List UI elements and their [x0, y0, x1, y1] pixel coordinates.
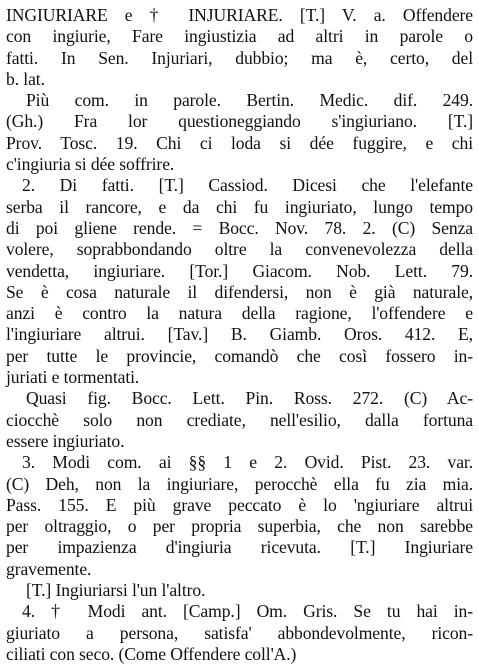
entry-line: giuriato a persona, satisfa' abbondevolmente, ricon-	[6, 622, 473, 643]
entry-line: Se è cosa naturale il difendersi, non è già naturale,	[6, 281, 473, 302]
entry-line: vendetta, ingiuriare. [Tor.] Giacom. Nob. Lett. 79.	[6, 260, 473, 281]
entry-line: anzi è contro la natura della ragione, l'offendere e	[6, 303, 473, 324]
entry-line: c'ingiuria si dée soffrire.	[6, 154, 175, 175]
entry-line: 3. Modi com. ai §§ 1 e 2. Ovid. Pist. 23. var.	[22, 452, 473, 473]
entry-line: ciliati con seco. (Come Offendere coll'A.)	[6, 643, 297, 664]
entry-line: l'ingiuriare altrui. [Tav.] B. Giamb. Oros. 412. E,	[6, 324, 473, 345]
entry-line: essere ingiuriato.	[6, 430, 125, 451]
entry-line: serba il rancore, e da chi fu ingiuriato, lungo tempo	[6, 196, 473, 217]
entry-line: 4. † Modi ant. [Camp.] Om. Gris. Se tu hai in-	[22, 601, 473, 622]
entry-line: Pass. 155. E più grave peccato è lo 'ngiuriare altrui	[6, 494, 473, 515]
entry-line: per tutte le provincie, comandò che così fossero in-	[6, 345, 473, 366]
entry-line: (Gh.) Fra lor questioneggiando s'ingiuriano. [T.]	[6, 111, 473, 132]
entry-line: per oltraggio, o per propria superbia, che non sarebbe	[6, 516, 473, 537]
entry-line: 2. Di fatti. [T.] Cassiod. Dicesi che l'elefante	[22, 175, 473, 196]
entry-line: per impazienza d'ingiuria ricevuta. [T.] Ingiuriare	[6, 537, 473, 558]
entry-line: Più com. in parole. Bertin. Medic. dif. 249.	[26, 90, 473, 111]
entry-line: gravemente.	[6, 558, 92, 579]
entry-line: Quasi fig. Bocc. Lett. Pin. Ross. 272. (C) Ac-	[26, 388, 473, 409]
entry-line: [T.] Ingiuriarsi l'un l'altro.	[26, 580, 206, 601]
entry-line: con ingiurie, Fare ingiustizia ad altri in parole o	[6, 26, 473, 47]
entry-line: fatti. In Sen. Injuriari, dubbio; ma è, certo, del	[6, 47, 473, 68]
entry-line: INGIURIARE e † INJURIARE. [T.] V. a. Offendere	[6, 5, 473, 25]
entry-line: volere, soprabbondando oltre la convenevolezza della	[6, 239, 473, 260]
entry-line: Prov. Tosc. 19. Chi ci loda si dée fuggire, e chi	[6, 132, 473, 153]
entry-line: ciocchè solo non crediate, nell'esilio, dalla fortuna	[6, 409, 473, 430]
entry-line: b. lat.	[6, 68, 45, 89]
entry-line: juriati e tormentati.	[6, 367, 140, 388]
entry-line: (C) Deh, non la ingiuriare, perocchè ella fu zia mia.	[6, 473, 473, 494]
entry-line: di poi gliene rende. = Bocc. Nov. 78. 2. (C) Senza	[6, 217, 473, 238]
